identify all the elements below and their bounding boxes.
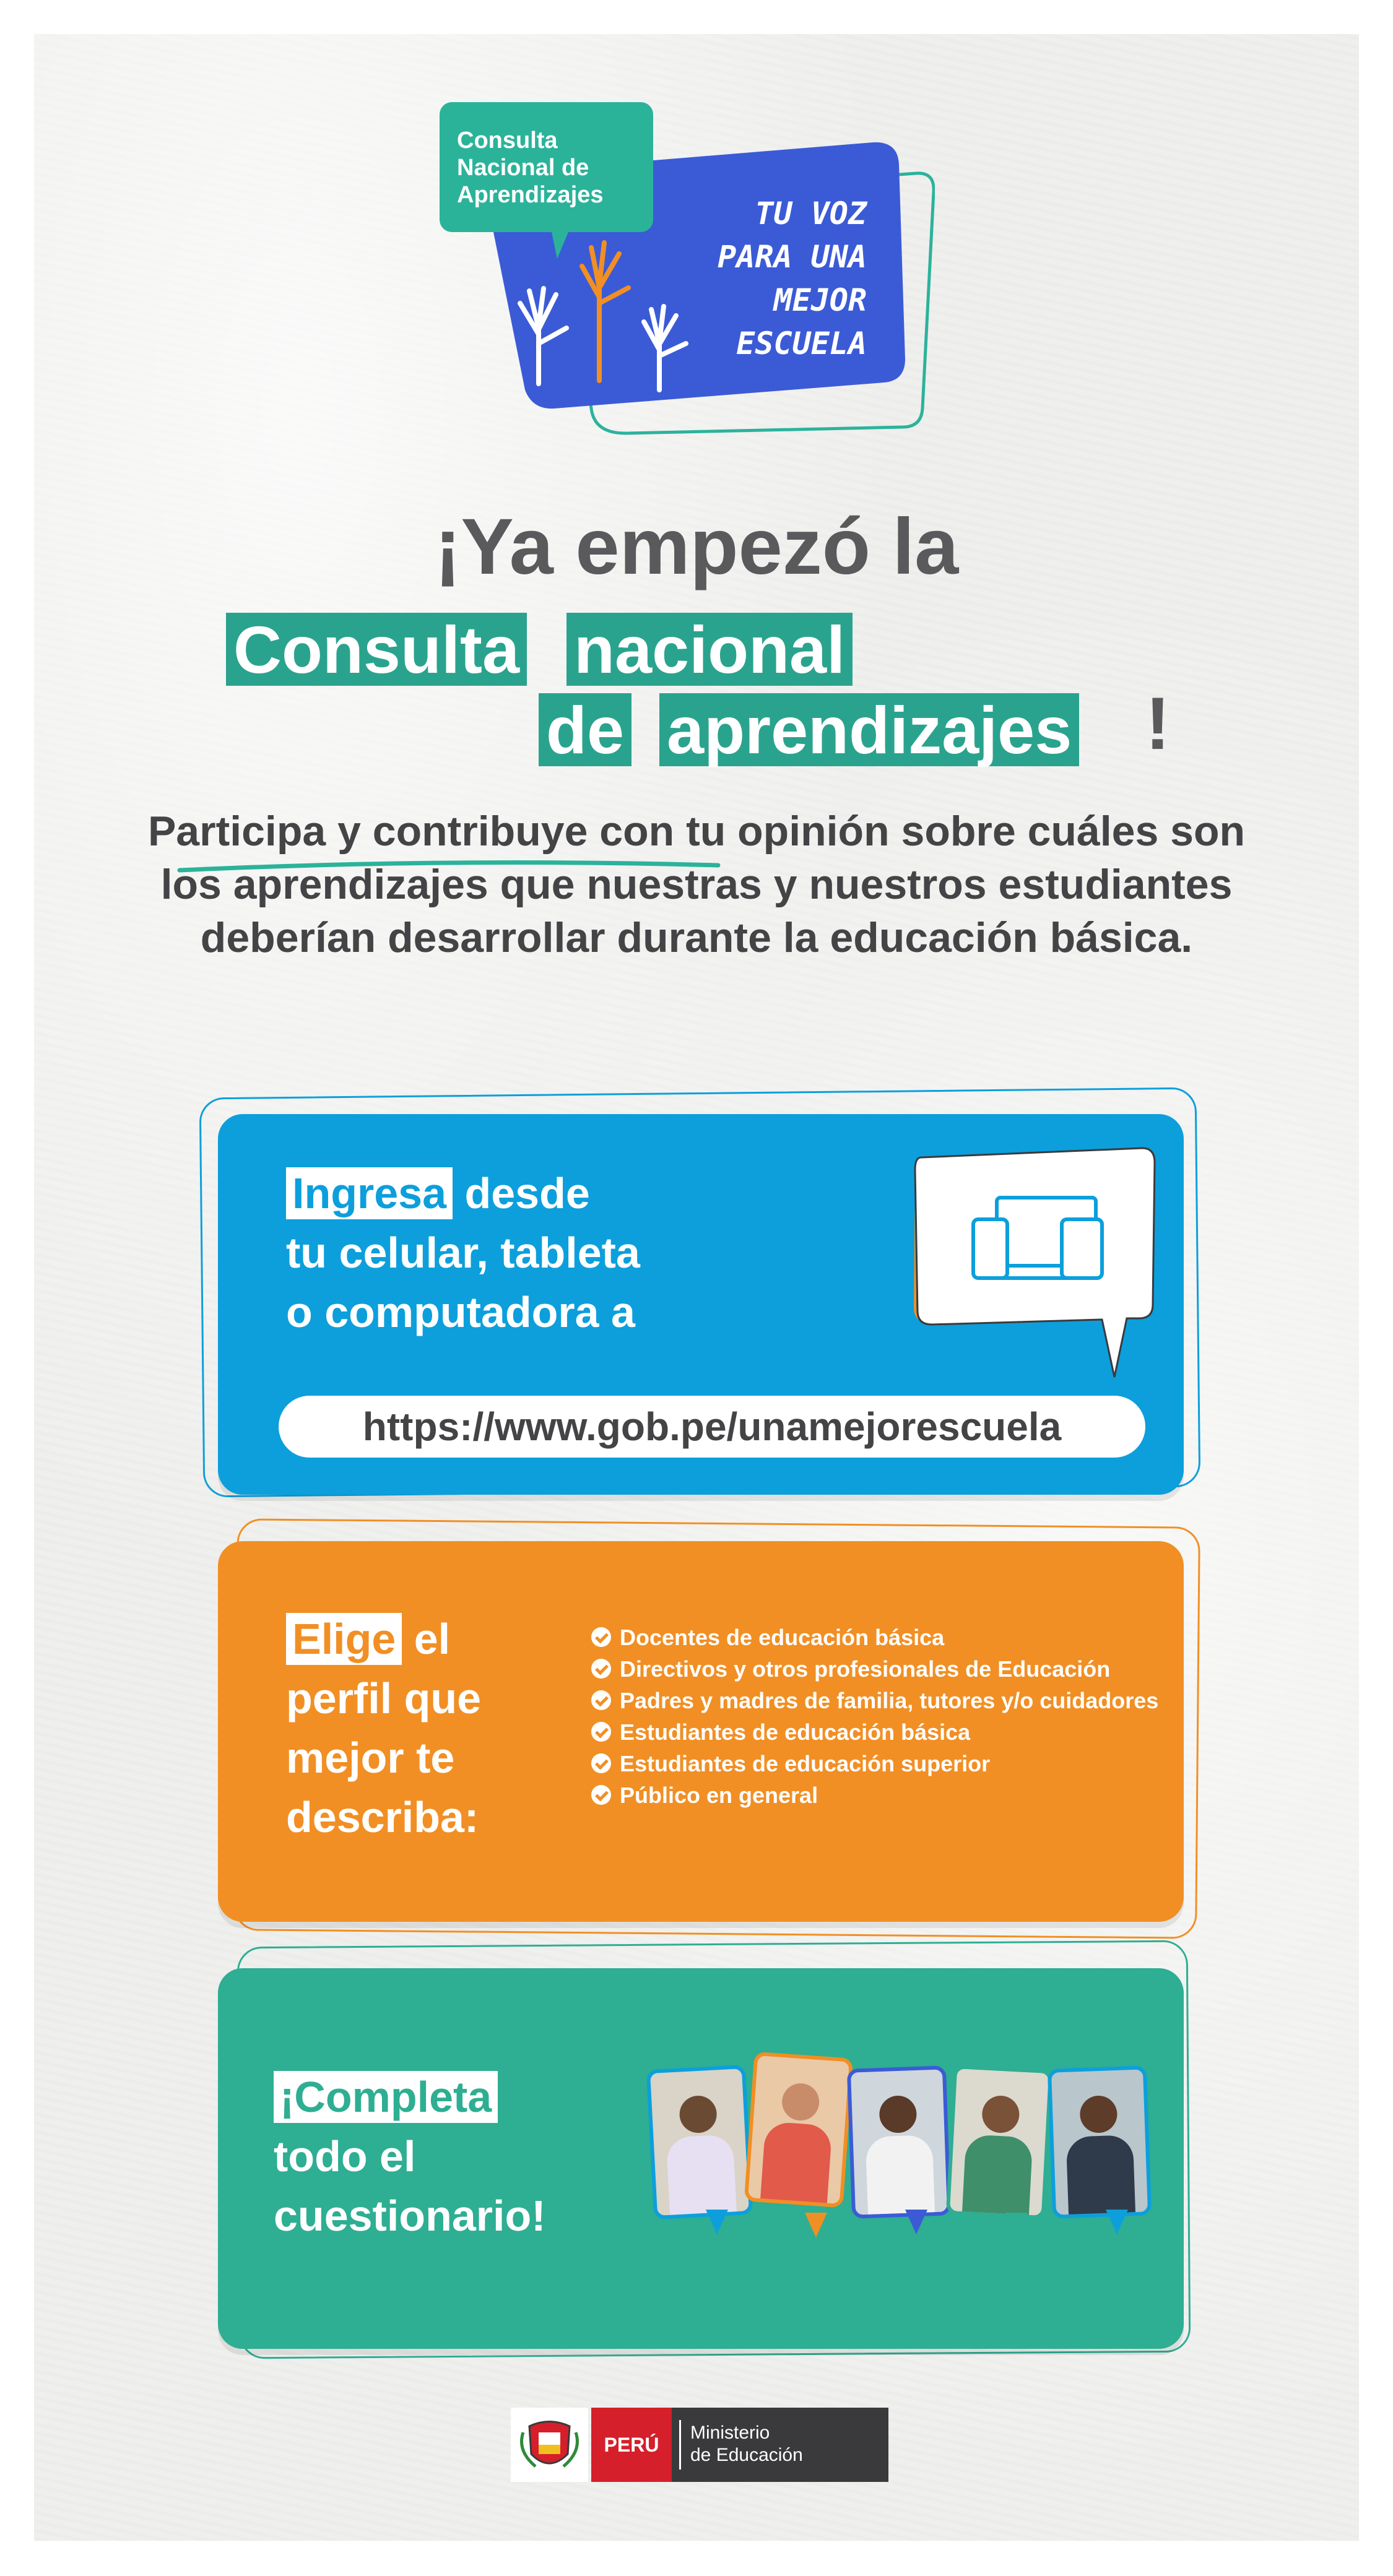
profile-options-list [591,1622,1161,1811]
profile-text-line: describa: [286,1793,479,1841]
ministry-line: de Educación [690,2445,803,2465]
access-text-line: tu celular, tableta [286,1229,640,1277]
photo-girl-smiling [744,2052,853,2208]
complete-text-line: todo el [274,2132,416,2181]
slogan-line: ESCUELA [736,326,867,361]
check-circle-icon [591,1659,611,1679]
ministry-divider [679,2420,681,2470]
headline-word-box: aprendizajes [659,693,1079,766]
headline-word-box: de [539,693,631,766]
complete-text-line: cuestionario! [274,2192,546,2240]
photo-child-toys [646,2065,753,2219]
profile-option-label: Estudiantes de educación superior [620,1751,991,1776]
profile-option[interactable] [591,1779,1161,1811]
logo-bubble-text: Consulta Nacional de Aprendizajes [457,128,604,208]
check-circle-icon [591,1753,611,1773]
profile-option[interactable] [591,1622,1161,1653]
photo-tail [905,2210,927,2234]
access-text-line: desde [453,1169,590,1217]
access-text [286,1164,794,1342]
profile-option[interactable] [591,1653,1161,1685]
ministry-footer-logo [511,2408,888,2482]
slogan-line: PARA UNA [718,239,867,275]
profile-option-label: Padres y madres de familia, tutores y/o cuidadores [620,1688,1159,1713]
photo-tail [706,2210,728,2234]
check-circle-icon [591,1690,611,1710]
complete-text [274,2067,645,2245]
photo-body [760,2121,833,2206]
headline-exclamation: ! [1145,682,1170,765]
check-circle-icon [591,1627,611,1647]
profile-option-label: Docentes de educación básica [620,1625,945,1650]
headline-line-1: ¡Ya empezó la [434,503,959,591]
access-text-line: o computadora a [286,1288,635,1336]
profile-text-line: mejor te [286,1734,455,1782]
devices-speech-bubble [904,1145,1164,1393]
check-circle-icon [591,1722,611,1742]
profile-option[interactable] [591,1685,1161,1716]
photo-girl-drawing [946,2065,1052,2219]
profile-text-line: perfil que [286,1674,482,1722]
check-circle-icon [591,1785,611,1805]
consulta-logo [440,99,935,446]
photo-tail [805,2213,827,2237]
highlight-completa: ¡Completa [274,2071,498,2123]
photo-tail [1106,2210,1128,2234]
profile-text [286,1609,596,1847]
photo-body [962,2134,1033,2218]
photo-face [781,2082,820,2122]
intro-underlined-text: Participa y contribuye [147,808,588,855]
peru-label: PERÚ [591,2408,672,2482]
highlight-ingresa: Ingresa [286,1167,453,1219]
profile-option[interactable] [591,1748,1161,1779]
photo-face [981,2095,1020,2134]
photo-face [879,2095,917,2133]
underline-stroke [176,853,721,878]
profile-option[interactable] [591,1716,1161,1748]
students-photo-group [650,2055,1164,2259]
intro-paragraph [124,805,1269,964]
highlight-elige: Elige [286,1613,402,1665]
headline-word-box: Consulta [226,613,527,686]
photo-face [1079,2095,1117,2133]
peru-shield [511,2408,588,2482]
ministry-line: Ministerio [690,2423,770,2443]
photo-tail [1005,2213,1028,2237]
coat-of-arms-icon [511,2408,588,2482]
profile-option-label: Estudiantes de educación básica [620,1719,971,1745]
photo-face [679,2095,718,2134]
photo-body [1066,2135,1135,2218]
profile-option-label: Directivos y otros profesionales de Educación [620,1656,1111,1682]
ministry-label [672,2408,888,2482]
photo-body [866,2135,935,2218]
photo-body [666,2134,737,2218]
slogan-line: TU VOZ [755,196,867,231]
profile-option-label: Público en general [620,1783,818,1808]
photo-student-uniform [1048,2065,1152,2218]
profile-text-line: el [402,1615,451,1663]
logo-slogan [681,192,867,365]
slogan-line: MEJOR [773,282,867,318]
headline-word-box: nacional [566,613,853,686]
intro-text: con tu opinión sobre cuáles son los aprendizajes que nuestras y nuestros estudiantes deberían desarrollar durante la educación básica. [160,808,1246,961]
url-link[interactable]: https://www.gob.pe/unamejorescuela [279,1396,1145,1458]
logo-speech-bubble [440,102,653,232]
photo-boy-paper [847,2065,951,2218]
